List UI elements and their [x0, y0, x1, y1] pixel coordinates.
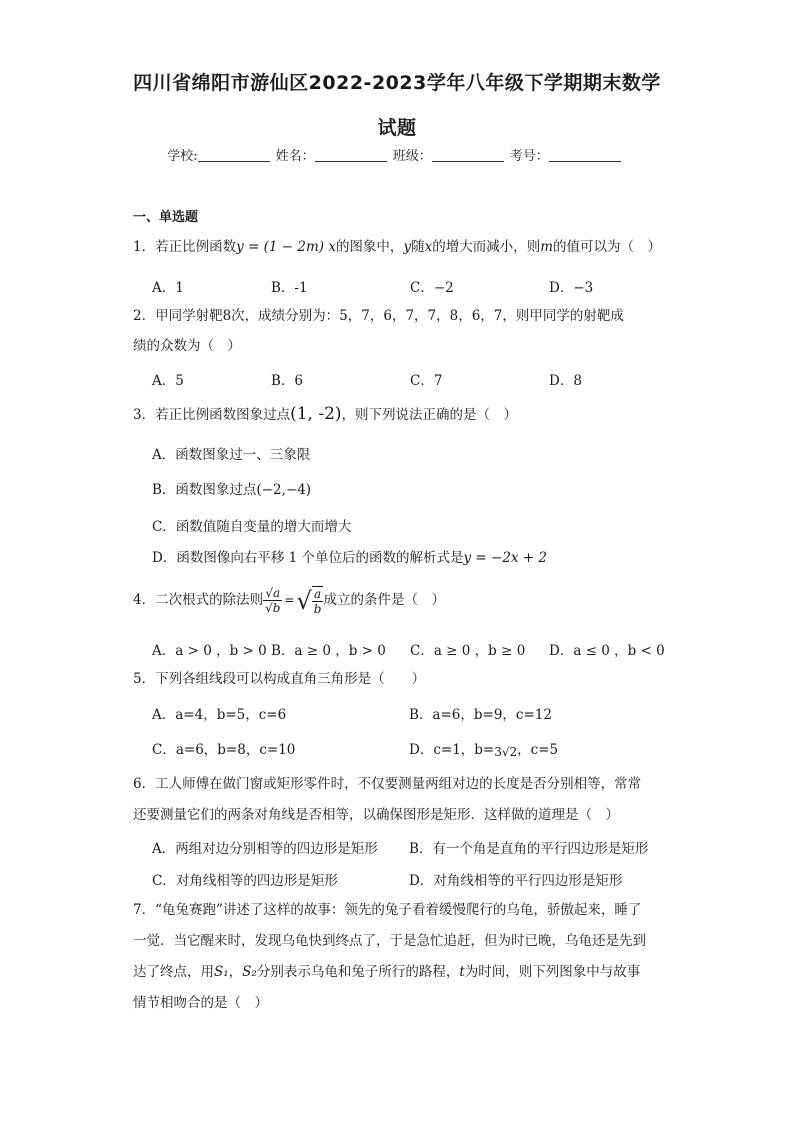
q4-equals: = — [284, 593, 295, 607]
q3-option-d-text: D．函数图像向右平移 1 个单位后的函数的解析式是 — [152, 550, 464, 566]
question-7-line3 — [133, 957, 640, 988]
q5-option-a[interactable]: A．a=4，b=5，c=6 — [152, 707, 287, 723]
q2-option-b[interactable]: B．6 — [271, 373, 304, 389]
q3-text-b: ，则下列说法正确的是（ ） — [341, 407, 518, 423]
question-6-line1: 6．工人师傅在做门窗或矩形零件时，不仅要测量两组对边的长度是否分别相等，常常 — [133, 776, 642, 792]
q4-lhs-denominator: √b — [265, 601, 281, 615]
q4-option-b[interactable]: B．a ≥ 0 ，b > 0 — [271, 643, 386, 659]
q1-text-d: 的增大而减小，则 — [432, 239, 541, 255]
q3-option-b-text: B．函数图象过点 — [152, 482, 257, 498]
q3-option-b-point: (−2,−4) — [256, 482, 312, 498]
question-7-line1: 7．“龟兔赛跑”讲述了这样的故事：领先的兔子看着缓慢爬行的乌龟，骄傲起来，睡了 — [133, 902, 642, 918]
q1-option-a[interactable]: A．1 — [152, 280, 184, 296]
question-6-line2: 还要测量它们的两条对角线是否相等，以确保图形是矩形．这样做的道理是（ ） — [133, 807, 619, 823]
q7-var-s1: S₁ — [214, 964, 229, 980]
school-blank[interactable] — [198, 147, 270, 162]
q4-text-a: 4．二次根式的除法则 — [133, 592, 264, 608]
q1-var-m: m — [540, 239, 554, 255]
q1-var-x: x — [424, 239, 433, 255]
question-1-stem — [133, 232, 661, 263]
question-2-line1: 2．甲同学射靶8次，成绩分别为：5，7，6，7，7，8，6，7，则甲同学的射靶成 — [133, 308, 624, 324]
exam-title-line1: 四川省绵阳市游仙区2022-2023学年八年级下学期期末数学 — [133, 72, 661, 94]
q2-option-a[interactable]: A．5 — [152, 373, 184, 389]
number-blank[interactable] — [549, 147, 621, 162]
q1-option-d[interactable]: D．−3 — [549, 280, 594, 296]
q4-sqrt-sign: √ — [296, 586, 312, 615]
question-7-line4: 情节相吻合的是（ ） — [133, 995, 268, 1011]
question-2-line2: 绩的众数为（ ） — [133, 338, 241, 354]
number-label: 考号： — [509, 149, 549, 164]
q1-var-y: y — [403, 239, 412, 255]
class-blank[interactable] — [432, 147, 504, 162]
school-label: 学校: — [167, 149, 198, 164]
question-5-stem: 5．下列各组线段可以构成直角三角形是（ ） — [133, 671, 426, 687]
class-label: 班级： — [392, 149, 432, 164]
q4-lhs-numerator: √a — [263, 586, 282, 601]
q5-option-b[interactable]: B．a=6，b=9，c=12 — [409, 707, 552, 723]
q3-point: (1, -2) — [290, 404, 342, 424]
q1-text-a: 1．若正比例函数 — [133, 239, 237, 255]
q4-option-a[interactable]: A．a > 0 ，b > 0 — [152, 643, 267, 659]
q1-option-c[interactable]: C．−2 — [410, 280, 454, 296]
q6-option-d[interactable]: D．对角线相等的平行四边形是矩形 — [409, 873, 623, 889]
q7-text-c: 为时间，则下列图象中与故事 — [464, 964, 641, 980]
q7-var-t: t — [459, 964, 465, 980]
q2-option-d[interactable]: D．8 — [549, 373, 582, 389]
q7-text-b: 分别表示乌龟和兔子所行的路程， — [256, 964, 460, 980]
name-blank[interactable] — [315, 147, 387, 162]
exam-title-line2: 试题 — [377, 117, 417, 139]
q5-option-d-text-b: ，c=5 — [517, 742, 559, 758]
q4-text-b: 成立的条件是（ ） — [323, 592, 445, 608]
q3-option-d-expression: y = −2x + 2 — [463, 550, 548, 566]
q1-option-b[interactable]: B．-1 — [271, 280, 308, 296]
q1-text-b: 的图象中， — [335, 239, 404, 255]
q7-text-a: 达了终点，用 — [133, 964, 214, 980]
q2-option-c[interactable]: C．7 — [410, 373, 443, 389]
q4-option-c[interactable]: C．a ≥ 0 ，b ≥ 0 — [410, 643, 526, 659]
q4-lhs-fraction — [263, 586, 282, 615]
q3-text-a: 3．若正比例函数图象过点 — [133, 407, 291, 423]
q5-option-d-root: 3√2 — [494, 745, 518, 759]
student-info-row — [0, 145, 794, 164]
q3-option-b[interactable] — [152, 478, 311, 498]
question-4-stem — [133, 578, 445, 622]
q4-rhs-denominator: b — [313, 601, 322, 616]
q6-option-a[interactable]: A．两组对边分别相等的四边形是矩形 — [152, 841, 378, 857]
q7-separator: ， — [228, 964, 243, 980]
q3-option-d[interactable] — [152, 546, 547, 566]
q7-var-s2: S₂ — [242, 964, 257, 980]
q1-expression: y = (1 − 2m) x — [236, 239, 336, 255]
q5-option-d-text-a: D．c=1，b= — [409, 742, 495, 758]
q6-option-c[interactable]: C．对角线相等的四边形是矩形 — [152, 873, 338, 889]
section-title: 一、单选题 — [133, 210, 199, 225]
q5-option-d[interactable] — [409, 738, 558, 759]
q4-option-d[interactable]: D．a ≤ 0 ，b < 0 — [549, 643, 665, 659]
q3-option-c[interactable]: C．函数值随自变量的增大而增大 — [152, 519, 352, 535]
q5-option-c[interactable]: C．a=6，b=8，c=10 — [152, 742, 296, 758]
q1-text-c: 随 — [411, 239, 425, 255]
q1-text-e: 的值可以为（ ） — [553, 239, 662, 255]
q6-option-b[interactable]: B．有一个角是直角的平行四边形是矩形 — [409, 841, 649, 857]
question-7-line2: 一觉．当它醒来时，发现乌龟快到终点了，于是急忙追赶，但为时已晚，乌龟还是先到 — [133, 933, 646, 949]
q4-rhs-numerator: a — [312, 587, 324, 602]
name-label: 姓名： — [275, 149, 315, 164]
q4-rhs-fraction — [312, 586, 324, 616]
question-3-stem — [133, 399, 517, 431]
q3-option-a[interactable]: A．函数图象过一、三象限 — [152, 447, 311, 463]
